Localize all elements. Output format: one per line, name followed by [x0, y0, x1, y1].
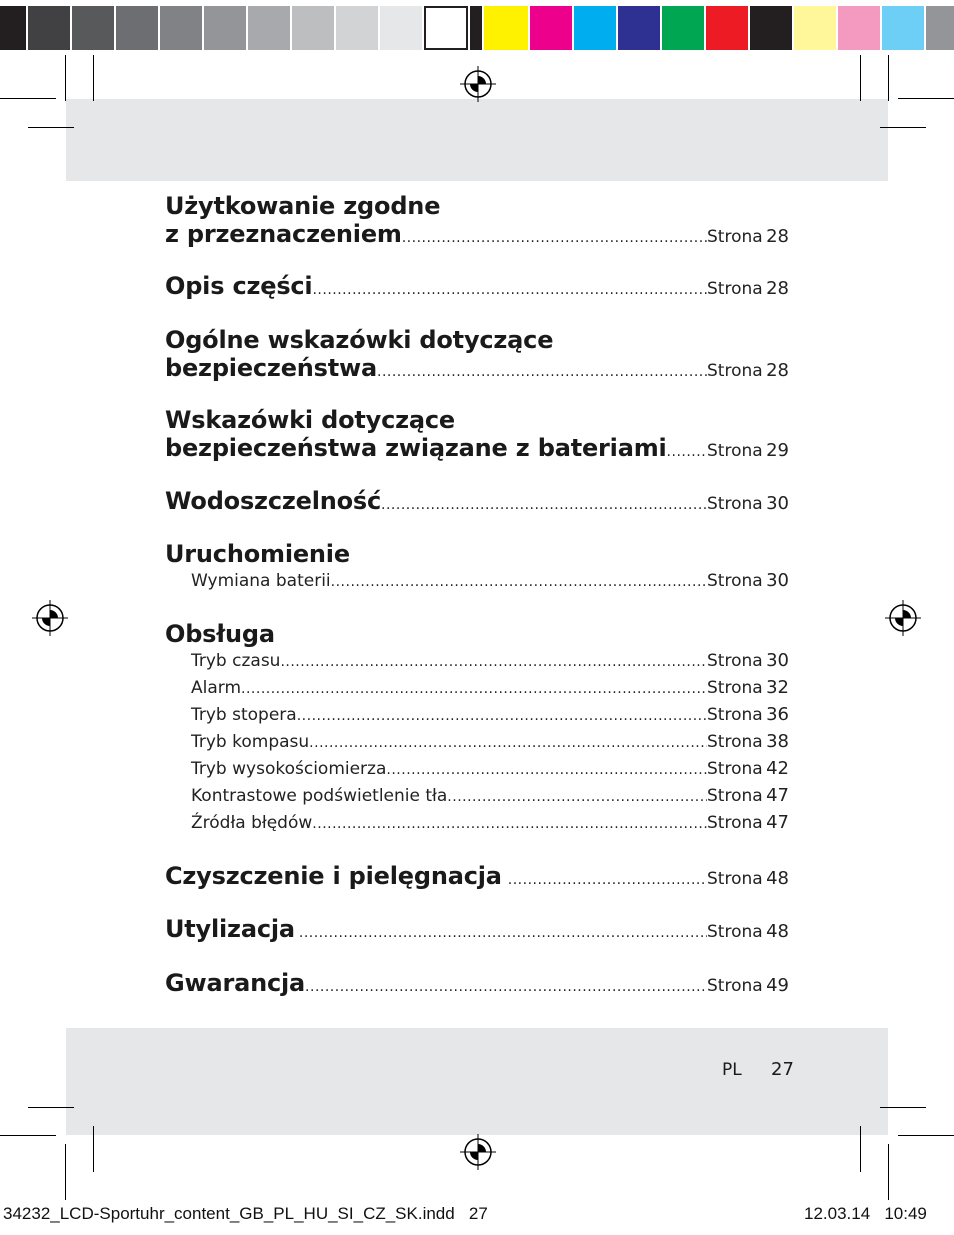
- page-number: 47: [766, 812, 789, 833]
- gray-swatch: [72, 6, 114, 50]
- language-code: PL: [722, 1060, 742, 1080]
- header-band: [66, 99, 888, 181]
- toc-entry[interactable]: [165, 406, 789, 462]
- footer-band: [66, 1028, 888, 1135]
- toc-subentry[interactable]: [165, 812, 789, 839]
- magenta-swatch: [530, 6, 572, 50]
- toc-section-title: Uruchomienie: [165, 540, 350, 568]
- leader-dots: [402, 230, 707, 246]
- leader-dots: [297, 708, 707, 724]
- crop-mark: [880, 127, 926, 128]
- crop-mark: [93, 1126, 94, 1172]
- page-number: 48: [766, 868, 789, 889]
- page-number-footer: 27: [771, 1059, 794, 1080]
- page-number: 30: [766, 493, 789, 514]
- toc-entry-title: Czyszczenie i pielęgnacja: [165, 862, 502, 890]
- toc-subentry-title: Tryb kompasu: [191, 732, 310, 752]
- crop-mark: [0, 1135, 56, 1136]
- toc-entry[interactable]: [165, 862, 789, 890]
- gray-swatch: [292, 6, 334, 50]
- gray-swatch: [204, 6, 246, 50]
- gray-swatch: [380, 6, 422, 50]
- toc-section: [165, 540, 789, 591]
- toc-entry-title: z przeznaczeniem: [165, 220, 402, 248]
- crop-mark: [888, 1144, 889, 1200]
- toc-subentry-title: Tryb stopera: [191, 705, 297, 725]
- toc-entry-title: Utylizacja: [165, 915, 295, 943]
- page-number: 30: [766, 650, 789, 671]
- black-swatch: [470, 6, 482, 50]
- gray-swatch: [0, 6, 26, 50]
- page-label: Strona: [707, 651, 763, 671]
- page-label: Strona: [707, 705, 763, 725]
- light-cyan-swatch: [882, 6, 924, 50]
- toc-subentry[interactable]: [165, 731, 789, 758]
- page-number: 32: [766, 677, 789, 698]
- leader-dots: [508, 872, 707, 888]
- crop-mark: [860, 1126, 861, 1172]
- toc-section-title: Obsługa: [165, 620, 275, 648]
- leader-dots: [331, 574, 707, 590]
- toc-section: [165, 620, 789, 839]
- leader-dots: [667, 444, 707, 460]
- crop-mark: [898, 1135, 954, 1136]
- leader-dots: [312, 816, 707, 832]
- page-number: 36: [766, 704, 789, 725]
- light-yellow-swatch: [794, 6, 836, 50]
- print-slug-file: 34232_LCD-Sportuhr_content_GB_PL_HU_SI_CZ_SK.indd 27: [3, 1204, 488, 1223]
- yellow-swatch: [484, 6, 528, 50]
- color-calibration-bar: [0, 6, 954, 50]
- leader-dots: [305, 979, 707, 995]
- page-label: Strona: [707, 976, 763, 996]
- gray-swatch: [336, 6, 378, 50]
- page-label: Strona: [707, 441, 763, 461]
- toc-entry[interactable]: [165, 326, 789, 382]
- page-number: 48: [766, 921, 789, 942]
- page-label: Strona: [707, 869, 763, 889]
- leader-dots: [299, 925, 707, 941]
- page-label: Strona: [707, 361, 763, 381]
- toc-subentry-title: Kontrastowe podświetlenie tła: [191, 786, 448, 806]
- crop-mark: [28, 127, 74, 128]
- toc-entry-title: Ogólne wskazówki dotyczące: [165, 326, 554, 354]
- leader-dots: [241, 681, 707, 697]
- crop-mark: [65, 55, 66, 101]
- crop-mark: [860, 55, 861, 101]
- toc-subentry-title: Alarm: [191, 678, 242, 698]
- page-label: Strona: [707, 922, 763, 942]
- crop-mark: [0, 98, 56, 99]
- toc-entry-title: Wskazówki dotyczące: [165, 406, 455, 434]
- page-label: Strona: [707, 494, 763, 514]
- gray-swatch: [116, 6, 158, 50]
- white-swatch: [424, 6, 468, 50]
- leader-dots: [309, 735, 707, 751]
- leader-dots: [447, 789, 707, 805]
- crop-mark: [93, 55, 94, 101]
- cyan-swatch: [574, 6, 616, 50]
- page-label: Strona: [707, 732, 763, 752]
- toc-subentry[interactable]: [165, 570, 789, 591]
- page-label: Strona: [707, 759, 763, 779]
- gray-swatch: [160, 6, 202, 50]
- print-slug-datetime: 12.03.14 10:49: [804, 1204, 927, 1223]
- toc-entry-title: Opis części: [165, 272, 313, 300]
- crop-mark: [65, 1144, 66, 1200]
- crop-mark: [888, 55, 889, 101]
- leader-dots: [280, 654, 707, 670]
- page-label: Strona: [707, 279, 763, 299]
- leader-dots: [381, 497, 707, 513]
- black-swatch: [750, 6, 792, 50]
- toc-subentry[interactable]: [165, 650, 789, 677]
- toc-entry-title: bezpieczeństwa związane z bateriami: [165, 434, 667, 462]
- page-number: 30: [766, 570, 789, 591]
- page-number: 47: [766, 785, 789, 806]
- toc-subentry[interactable]: [165, 677, 789, 704]
- crop-mark: [880, 1107, 926, 1108]
- page-label: Strona: [707, 786, 763, 806]
- page-number: 28: [766, 226, 789, 247]
- gray-swatch: [248, 6, 290, 50]
- registration-mark-icon: [460, 66, 496, 102]
- page-number: 28: [766, 360, 789, 381]
- page-number: 38: [766, 731, 789, 752]
- crop-mark: [898, 98, 954, 99]
- crop-mark: [28, 1107, 74, 1108]
- page-label: Strona: [707, 227, 763, 247]
- toc-subentry[interactable]: [165, 704, 789, 731]
- toc-subentry-title: Źródła błędów: [191, 813, 313, 833]
- registration-mark-icon: [32, 600, 68, 636]
- toc-entry[interactable]: [165, 969, 789, 997]
- toc-subentry-title: Tryb wysokościomierza: [191, 759, 387, 779]
- toc-entry[interactable]: [165, 192, 789, 248]
- pink-swatch: [838, 6, 880, 50]
- toc-entry[interactable]: [165, 487, 789, 515]
- toc-subentry-title: Wymiana baterii: [191, 571, 331, 591]
- toc-entry-title: Gwarancja: [165, 969, 306, 997]
- page-number: 29: [766, 440, 789, 461]
- page-number: 28: [766, 278, 789, 299]
- page-label: Strona: [707, 571, 763, 591]
- gray-swatch: [28, 6, 70, 50]
- toc-subentry-title: Tryb czasu: [191, 651, 281, 671]
- toc-entry-title: bezpieczeństwa: [165, 354, 377, 382]
- leader-dots: [312, 282, 707, 298]
- page-label: Strona: [707, 813, 763, 833]
- toc-subentry[interactable]: [165, 785, 789, 812]
- leader-dots: [386, 762, 707, 778]
- green-swatch: [662, 6, 704, 50]
- blue-swatch: [618, 6, 660, 50]
- page-label: Strona: [707, 678, 763, 698]
- toc-entry-title: Użytkowanie zgodne: [165, 192, 441, 220]
- gray-swatch: [926, 6, 954, 50]
- page-number: 42: [766, 758, 789, 779]
- registration-mark-icon: [460, 1134, 496, 1170]
- red-swatch: [706, 6, 748, 50]
- page-number: 49: [766, 975, 789, 996]
- toc-subentry[interactable]: [165, 758, 789, 785]
- registration-mark-icon: [885, 600, 921, 636]
- toc-entry[interactable]: [165, 272, 789, 300]
- leader-dots: [377, 364, 707, 380]
- toc-entry[interactable]: [165, 915, 789, 943]
- toc-entry-title: Wodoszczelność: [165, 487, 382, 515]
